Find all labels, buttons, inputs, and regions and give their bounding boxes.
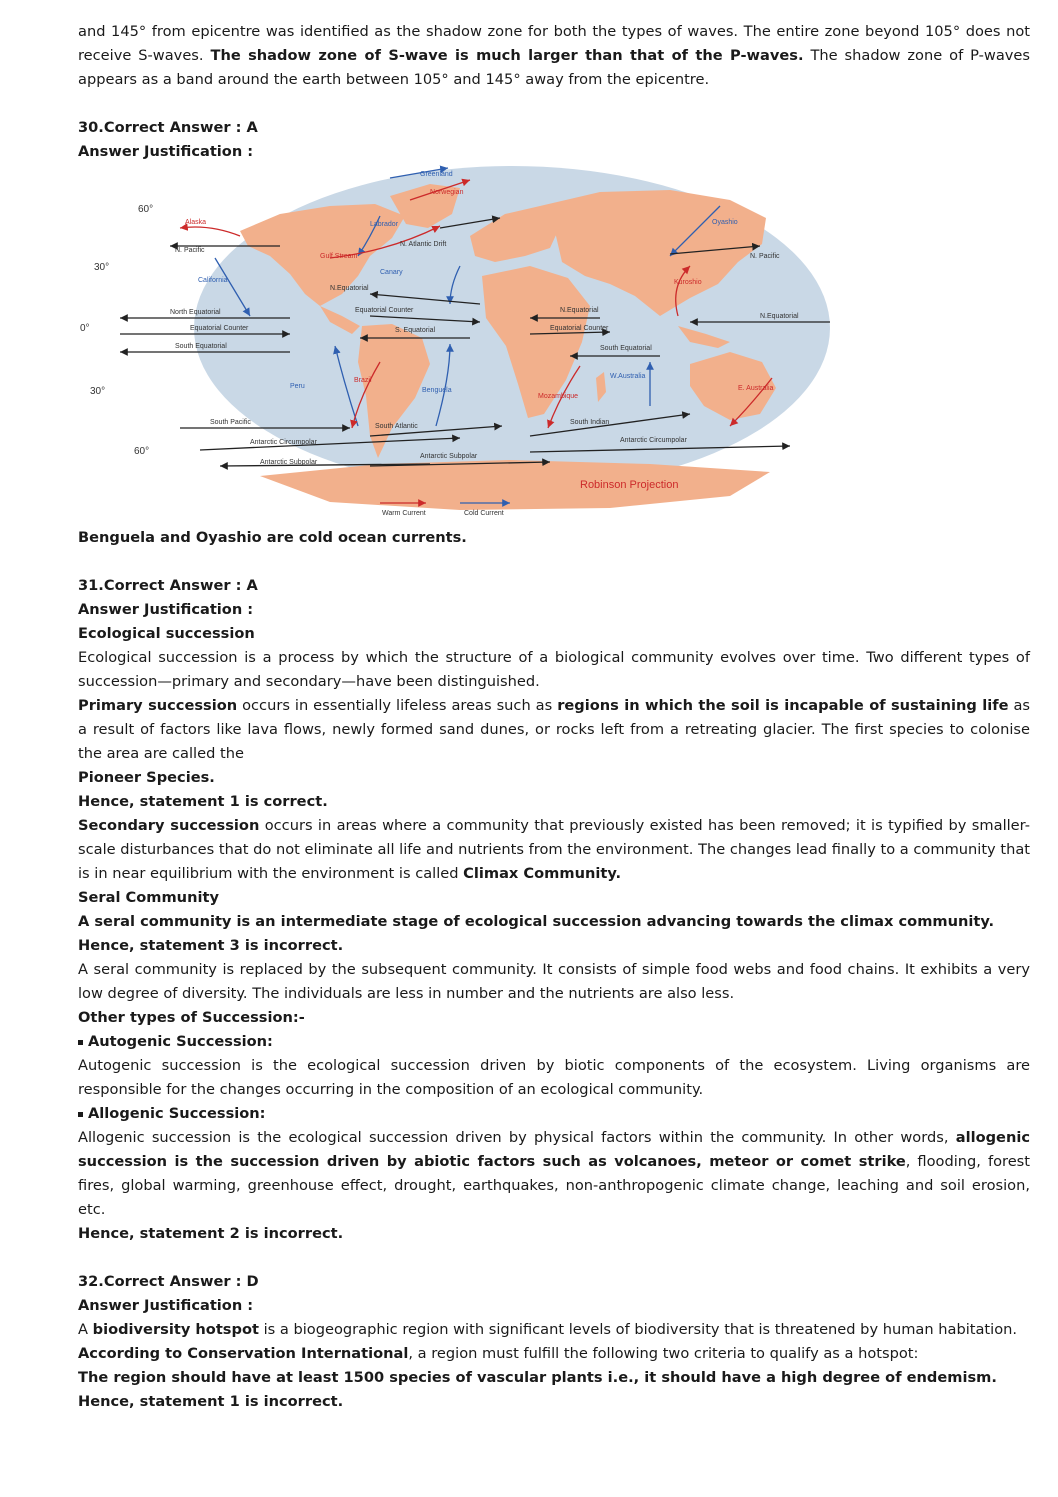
- current-label: Greenland: [420, 171, 453, 178]
- q30-conclusion: Benguela and Oyashio are cold ocean currents.: [78, 529, 467, 546]
- q31-pioneer: Pioneer Species.: [78, 769, 215, 786]
- land-antarctica: [260, 460, 770, 510]
- q32-p1: A biodiversity hotspot is a biogeographic region with significant levels of biodiversity that is threatened by human habitation.: [78, 1321, 1018, 1338]
- q32-justification-label: Answer Justification :: [78, 1297, 254, 1314]
- q30-answer: 30.Correct Answer : A: [78, 119, 258, 136]
- current-label: Antarctic Subpolar: [420, 453, 478, 460]
- current-label: Benguela: [422, 387, 452, 394]
- q31-statement2: Hence, statement 2 is incorrect.: [78, 1225, 344, 1242]
- q32-p2: According to Conservation International, a region must fulfill the following two criteria to qualify as a hotspot:: [78, 1345, 919, 1362]
- current-label: E. Australia: [738, 385, 774, 392]
- q31-answer: 31.Correct Answer : A: [78, 577, 258, 594]
- q32-statement1: Hence, statement 1 is incorrect.: [78, 1393, 344, 1410]
- current-label: N.Equatorial: [560, 307, 599, 314]
- lat-label-0: 0°: [80, 323, 90, 334]
- lat-label-30s: 30°: [90, 386, 106, 397]
- q32-answer: 32.Correct Answer : D: [78, 1273, 259, 1290]
- current-label: N. Atlantic Drift: [400, 241, 447, 248]
- ocean-currents-map-svg: [80, 166, 830, 522]
- current-label: North Equatorial: [170, 309, 221, 316]
- q31-p3: Secondary succession occurs in areas where a community that previously existed has been removed; it is typified by smaller-scale disturbances that do not eliminate all life and nutrients from the environment. The changes lead finally to a community that is in near equilibrium with the environment is called Climax Community.: [78, 817, 1030, 882]
- current-label: South Indian: [570, 419, 610, 426]
- map-title: Robinson Projection: [580, 479, 679, 491]
- current-label: Equatorial Counter: [550, 325, 609, 332]
- current-label: N.Equatorial: [760, 313, 799, 320]
- q31-seral-bold: A seral community is an intermediate stage of ecological succession advancing towards the climax community.: [78, 913, 995, 930]
- q31-heading: Ecological succession: [78, 625, 255, 642]
- current-label: California: [198, 277, 228, 284]
- current-label: Norwegian: [430, 189, 464, 196]
- q31-statement1: Hence, statement 1 is correct.: [78, 793, 328, 810]
- current-label: W.Australia: [610, 373, 646, 380]
- bullet-icon: [78, 1112, 83, 1117]
- current-label: Brazil: [354, 377, 372, 384]
- current-label: N. Pacific: [175, 247, 205, 254]
- q31-p4: A seral community is replaced by the subsequent community. It consists of simple food webs and food chains. It exhibits a very low degree of diversity. The individuals are less in number and the nutrients are also less.: [78, 961, 1030, 1002]
- q32-criteria: The region should have at least 1500 species of vascular plants i.e., it should have a high degree of endemism.: [78, 1369, 997, 1386]
- q31-justification-label: Answer Justification :: [78, 601, 254, 618]
- current-label: Equatorial Counter: [190, 325, 249, 332]
- q31-statement3: Hence, statement 3 is incorrect.: [78, 937, 344, 954]
- document-page: [78, 20, 1030, 1414]
- q31-p1: Ecological succession is a process by which the structure of a biological community evolves over time. Two different types of succession—primary and secondary—have been distinguished.: [78, 649, 1030, 690]
- current-label: Antarctic Subpolar: [260, 459, 318, 466]
- current-label: Canary: [380, 269, 403, 276]
- q31-auto-heading: Autogenic Succession:: [78, 1030, 1030, 1054]
- current-label: Labrador: [370, 221, 399, 228]
- current-label: N. Pacific: [750, 253, 780, 260]
- lat-label-60n: 60°: [138, 204, 154, 215]
- current-label: S. Equatorial: [395, 327, 436, 334]
- current-label: Antarctic Circumpolar: [620, 437, 687, 444]
- legend-warm-label: Warm Current: [382, 510, 426, 517]
- intro-paragraph: and 145° from epicentre was identified as the shadow zone for both the types of waves. The entire zone beyond 105° does not receive S-waves. The shadow zone of S-wave is much larger than that of the P-waves. The shadow zone of P-waves appears as a band around the earth between 105° and 145° away from the epicentre.: [78, 23, 1030, 88]
- current-label: Gulf Stream: [320, 253, 358, 260]
- q31-p2: Primary succession occurs in essentially lifeless areas such as regions in which the soil is incapable of sustaining life as a result of factors like lava flows, newly formed sand dunes, or rocks left from a retreating glacier. The first species to colonise the area are called the: [78, 697, 1030, 762]
- ocean-currents-map: [78, 166, 1030, 522]
- current-label: Antarctic Circumpolar: [250, 439, 317, 446]
- legend-cold-label: Cold Current: [464, 510, 504, 517]
- q30-justification-label: Answer Justification :: [78, 143, 254, 160]
- current-label: N.Equatorial: [330, 285, 369, 292]
- current-label: Alaska: [185, 219, 207, 226]
- current-label: South Equatorial: [175, 343, 227, 350]
- q31-allo-text: Allogenic succession is the ecological succession driven by physical factors within the community. In other words, allogenic succession is the succession driven by abiotic factors such as volcanoes, meteor or comet strike, flooding, forest fires, global warming, greenhouse effect, drought, earthquakes, non-anthropogenic climate change, leaching and soil erosion, etc.: [78, 1129, 1030, 1218]
- q31-seral-heading: Seral Community: [78, 889, 219, 906]
- current-label: South Pacific: [210, 419, 251, 426]
- q31-other-heading: Other types of Succession:-: [78, 1009, 305, 1026]
- current-label: Equatorial Counter: [355, 307, 414, 314]
- current-label: South Atlantic: [375, 423, 418, 430]
- lat-label-60s: 60°: [134, 446, 150, 457]
- bullet-icon: [78, 1040, 83, 1045]
- current-label: South Equatorial: [600, 345, 652, 352]
- current-label: Peru: [290, 383, 305, 390]
- q31-allo-heading: Allogenic Succession:: [78, 1102, 1030, 1126]
- current-label: Oyashio: [712, 219, 738, 226]
- lat-label-30n: 30°: [94, 262, 110, 273]
- current-label: Mozambique: [538, 393, 579, 400]
- current-label: Kuroshio: [674, 279, 702, 286]
- q31-auto-text: Autogenic succession is the ecological succession driven by biotic components of the ecosystem. Living organisms are responsible for the changes occurring in the composition of an ecological community.: [78, 1057, 1030, 1098]
